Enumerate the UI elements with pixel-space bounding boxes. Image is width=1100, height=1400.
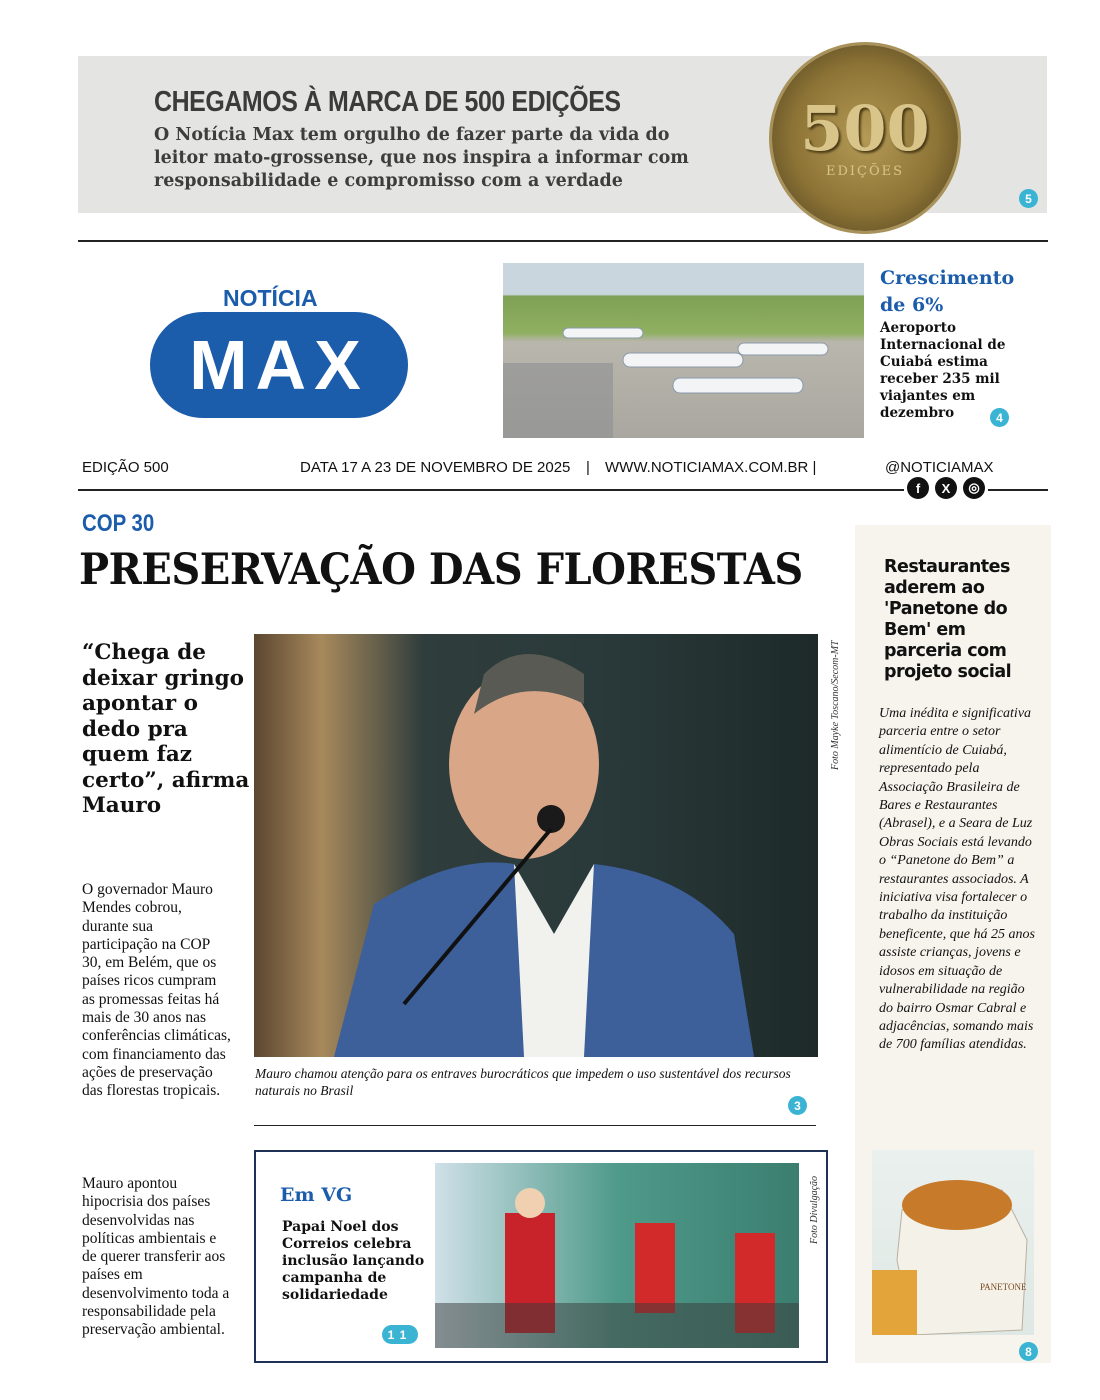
airport-teaser-text: Aeroporto Internacional de Cuiabá estima receber 235 mil viajantes em dezembro [880, 320, 1006, 421]
package-label: PANETONE [980, 1282, 1027, 1292]
page-ref-badge[interactable]: 3 [788, 1096, 807, 1115]
page-ref-badge[interactable]: 11 [382, 1325, 418, 1344]
divider [78, 240, 1048, 242]
page-ref-badge[interactable]: 5 [1019, 189, 1038, 208]
main-headline[interactable]: PRESERVAÇÃO DAS FLORESTAS [79, 545, 803, 595]
photo-caption: Mauro chamou atenção para os entraves burocráticos que impedem o uso sustentável dos recursos naturais no Brasil [255, 1066, 791, 1098]
sidebar-title[interactable]: Restaurantes aderem ao 'Panetone do Bem' em parceria com projeto social [884, 557, 1012, 682]
panetone-illustration [872, 1150, 1034, 1335]
airplanes-illustration [503, 263, 864, 438]
article-body-2: Mauro apontou hipocrisia dos países desenvolvidas nas políticas ambientais e de querer transferir aos países em desenvolvimento toda a responsabilidade pela preservação ambiental. [82, 1175, 230, 1339]
separator: | [586, 459, 590, 476]
pull-quote: “Chega de deixar gringo apontar o dedo pra quem faz certo”, afirma Mauro [82, 640, 250, 818]
social-icons [904, 477, 988, 499]
article-body-1: O governador Mauro Mendes cobrou, durante sua participação na COP 30, em Belém, que os países ricos cumpram as promessas feitas há mais de 30 anos nas conferências climáticas, com financiamento das ações de preservação das florestas tropicais. [82, 881, 231, 1100]
banner-text: O Notícia Max tem orgulho de fazer parte da vida do leitor mato-grossense, que nos inspira a informar com responsabilidade e compromisso com a verdade [154, 125, 689, 191]
section-kicker: COP 30 [82, 510, 155, 537]
x-icon[interactable]: X [935, 477, 957, 499]
instagram-icon[interactable]: ◎ [963, 477, 985, 499]
website-link[interactable]: WWW.NOTICIAMAX.COM.BR | [605, 459, 817, 476]
vg-story-box[interactable] [254, 1150, 828, 1363]
divider [78, 489, 1048, 491]
medal-number: 500 [800, 91, 930, 165]
logo-text-top: NOTÍCIA [223, 285, 318, 311]
vg-title[interactable]: Papai Noel dos Correios celebra inclusão lançando campanha de solidariedade [282, 1219, 425, 1303]
edition-number: EDIÇÃO 500 [82, 459, 169, 476]
event-illustration [435, 1163, 799, 1348]
photo-credit: Foto Mayke Toscano/Secom-MT [830, 640, 841, 770]
panetone-photo[interactable] [872, 1150, 1034, 1335]
speaker-illustration [254, 634, 818, 1057]
medal-label: EDIÇÕES [825, 163, 905, 179]
governor-photo[interactable] [254, 634, 818, 1057]
divider [254, 1125, 816, 1126]
airport-photo[interactable] [503, 263, 864, 438]
airport-teaser-title[interactable]: Crescimento de 6% [880, 267, 1015, 316]
page-ref-badge[interactable]: 8 [1019, 1342, 1038, 1361]
santa-event-photo[interactable] [435, 1163, 799, 1348]
logo-text-main: MAX [189, 326, 369, 404]
logo [150, 312, 408, 418]
banner-title: CHEGAMOS À MARCA DE 500 EDIÇÕES [154, 86, 621, 118]
facebook-icon[interactable]: f [907, 477, 929, 499]
page-ref-badge[interactable]: 4 [990, 408, 1009, 427]
vg-kicker: Em VG [280, 1184, 353, 1206]
sidebar-text: Uma inédita e significativa parceria entre o setor alimentício de Cuiabá, representado pela Associação Brasileira de Bares e Restaurantes (Abrasel), e a Seara de Luz Obras Sociais está levando o “Panetone do Bem” a restaurantes associados. A iniciativa visa fortalecer o trabalho da instituição beneficente, que há 25 anos assiste crianças, jovens e idosos em situação de vulnerabilidade na região do bairro Osmar Cabral e adjacências, somando mais de 700 famílias atendidas. [879, 706, 1035, 1053]
edition-date: DATA 17 A 23 DE NOVEMBRO DE 2025 [300, 459, 571, 476]
500-editions-medal [772, 45, 958, 231]
vg-photo-credit: Foto Divulgação [809, 1175, 820, 1244]
social-handle[interactable]: @NOTICIAMAX [885, 459, 994, 476]
